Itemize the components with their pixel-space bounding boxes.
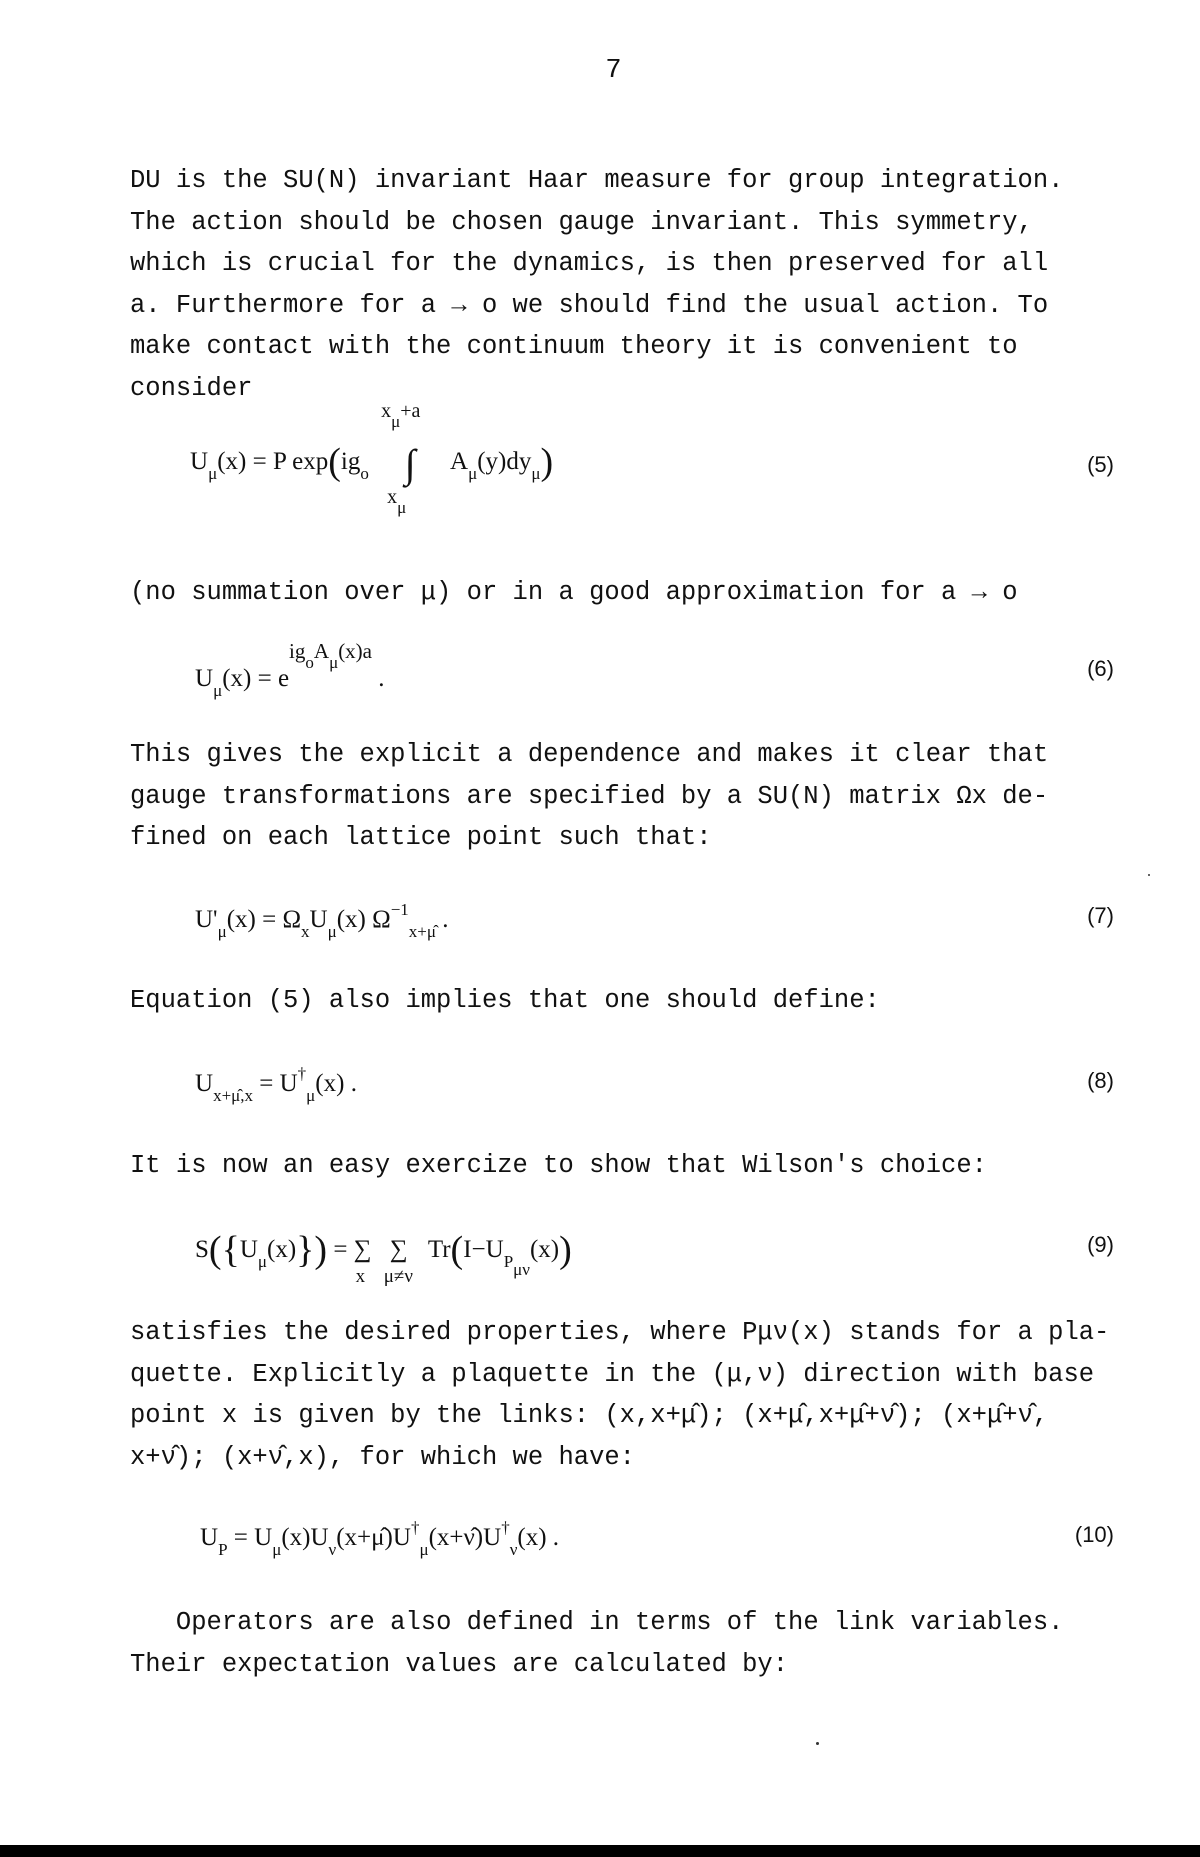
- paragraph-gauge-transformations: This gives the explicit a dependence and makes it clear that gauge transformations are specified by a SU(N) matrix Ωx de- fined on each lattice point such that:: [130, 740, 1049, 852]
- paragraph-operators: Operators are also defined in terms of the link variables. Their expectation values are calculated by:: [130, 1608, 1064, 1679]
- equation-5: $U_\mu(x) = P$ $\exp(ig_o$ $x_\mu+a$ ∫ $x_\mu$ $A_\mu(y)dy_\mu$): [190, 400, 554, 517]
- equation-number-9: (9): [1087, 1232, 1114, 1257]
- integral-sign: ∫: [404, 441, 416, 486]
- equation-6: $U_\mu(x) = e^{ig_oA_\mu(x)a}$ .: [195, 639, 385, 700]
- equation-number-8: (8): [1087, 1068, 1114, 1093]
- paragraph-wilson-choice: It is now an easy exercize to show that Wilson's choice:: [130, 1151, 987, 1180]
- speck: [816, 1742, 819, 1745]
- scan-border: [0, 1845, 1200, 1857]
- equation-10: $U_P$ = $U_\mu(x)U_\nu(x+\mû)U^\dagger_\mu(x+\nû)U^\dagger_\nu(x)$ .: [200, 1518, 560, 1559]
- paragraph-no-summation: (no summation over μ) or in a good approximation for a → o: [130, 578, 1018, 607]
- paragraph-plaquette: satisfies the desired properties, where Pμν(x) stands for a pla- quette. Explicitly a plaquette in the (μ,ν) direction with base point x is given by the links: (x,x+μ̂); (x+μ̂,x+μ̂+ν̂); (x+μ̂+ν̂, x+ν̂); (x+ν̂,x), for which we have:: [130, 1318, 1110, 1472]
- equation-number-6: (6): [1087, 656, 1114, 681]
- equation-8: $U_{x+\mû,x} = U^\dagger_\mu(x)$ .: [195, 1064, 357, 1105]
- equation-number-10: (10): [1074, 1522, 1114, 1547]
- equation-number-5: (5): [1087, 452, 1114, 477]
- equation-7: $U'_\mu(x) = \Omega_xU_\mu(x)$ $\Omega^{-1}_{x+\mû}$ .: [195, 900, 449, 941]
- equation-9: $S(\{U_\mu(x)\})$ = ∑ x ∑ μ≠ν $Tr(I-U_{P\mu\nu}(x))$: [195, 1229, 572, 1287]
- page-number: 7: [605, 56, 622, 86]
- paragraph-haar-measure: DU is the SU(N) invariant Haar measure for group integration. The action should be chosen gauge invariant. This symmetry, which is crucial for the dynamics, is then preserved for all a. Furthermore for a → o we should find the usual action. To make contact with the continuum theory it is convenient to consider: [130, 166, 1064, 403]
- equation-number-7: (7): [1087, 903, 1114, 928]
- paragraph-equation-implies: Equation (5) also implies that one should define:: [130, 986, 880, 1015]
- speck: [1148, 874, 1150, 876]
